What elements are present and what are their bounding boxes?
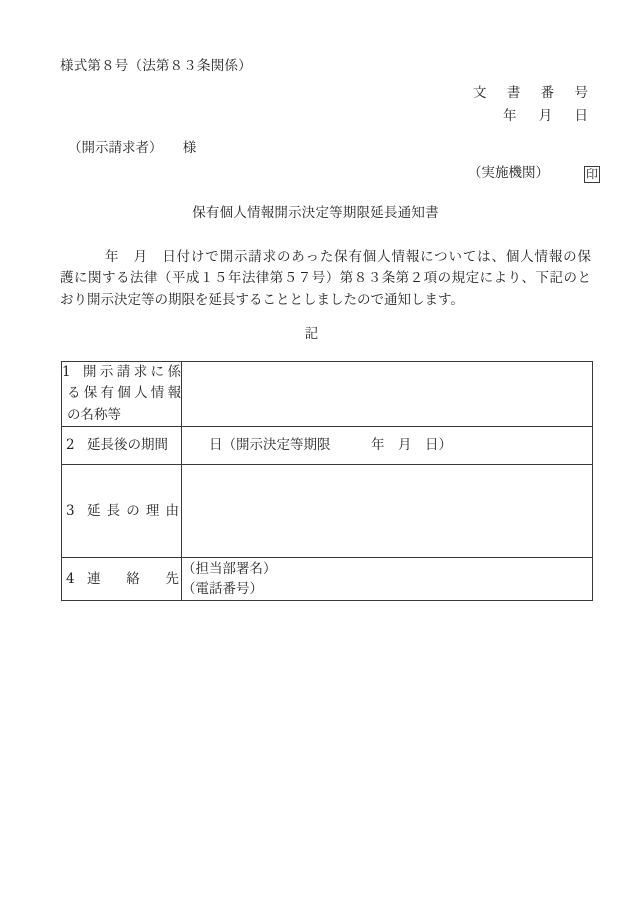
- issuing-agency-label: （実施機関）: [468, 165, 549, 181]
- row4-label-text: 連絡先: [87, 570, 179, 587]
- row1-label-line3: の名称等: [67, 406, 121, 423]
- document-number-label: 文書番号: [473, 85, 588, 101]
- date-blank-label: 年月日: [503, 108, 588, 124]
- issuing-agency-line: [60, 165, 600, 183]
- addressee-line: （開示請求者） 様: [68, 140, 197, 156]
- row2-label-cell: [62, 427, 182, 465]
- row1-label-line1: [62, 362, 181, 384]
- details-table: [61, 361, 593, 602]
- table-row-4: [62, 558, 593, 601]
- seal-mark: 印: [585, 167, 598, 181]
- body-paragraph: [60, 247, 591, 311]
- document-number-line: [60, 85, 591, 102]
- form-number: 様式第８号（法第８３条関係）: [60, 58, 252, 74]
- body-line: 護に関する法律（平成１５年法律第５７号）第８３条第２項の規定により、下記のと: [60, 270, 591, 287]
- date-line: [60, 108, 591, 125]
- row4-value-line1: （担当部署名）: [182, 561, 277, 578]
- body-line: 年 月 日付けで開示請求のあった保有個人情報については、個人情報の保: [105, 249, 591, 265]
- document-title: 保有個人情報開示決定等期限延長通知書: [192, 205, 439, 221]
- row4-label-cell: [62, 558, 182, 601]
- row1-value-cell: [182, 361, 593, 427]
- table-row-3: [62, 465, 593, 558]
- row1-label-text: 開示請求に係: [83, 363, 181, 380]
- row3-value-cell: [182, 465, 593, 558]
- row4-value-cell: [182, 558, 593, 601]
- list-marker: 記: [304, 325, 319, 342]
- body-line: おり開示決定等の期限を延長することとしましたので通知します。: [60, 291, 464, 308]
- row3-number: 3: [66, 502, 75, 519]
- row1-label-cell: [62, 361, 182, 427]
- row2-number: 2: [66, 437, 75, 454]
- row1-label-line2: る保有個人情報: [67, 385, 181, 402]
- row1-number: 1: [62, 363, 71, 380]
- row2-value-cell: 日（開示決定等期限 年 月 日）: [182, 427, 593, 465]
- row3-label-text: 延長の理由: [87, 502, 179, 519]
- table-row-1: [62, 361, 593, 427]
- table-row-2: [62, 427, 593, 465]
- row4-number: 4: [66, 570, 75, 587]
- row3-label-cell: [62, 465, 182, 558]
- row2-label-text: 延長後の期間: [87, 437, 168, 454]
- row4-value-line2: （電話番号）: [182, 581, 263, 598]
